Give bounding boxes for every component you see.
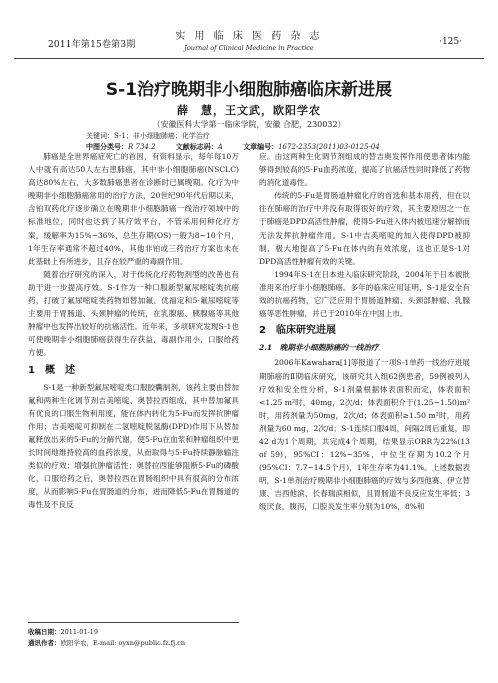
article-number: 文章编号：1672-2353(2011)03-0125-04	[243, 142, 380, 151]
corresponding-author: 通讯作者：欧阳学农，E-mail: oyxn@public.fz.fj.cn	[28, 639, 186, 647]
paragraph: 1994年S-1在日本进入临床研究阶段，2004年于日本被批准用来治疗非小细胞肺癌。多年的临床应用证明，S-1是安全有效的抗癌药物，它广泛应用于胃肠道肿瘤、头颈部肿瘤、乳腺癌等恶性肿瘤，并已于2010年在中国上市。	[259, 269, 470, 319]
paragraph: 应。由这两种生化调节剂组成的替吉奥发挥作用使患者体内能够得到较高的5-Fu血药浓度，提高了抗癌活性同时降低了药物的消化道毒性。	[259, 152, 470, 188]
clc-code: 中图分类号：R 734.2	[86, 142, 156, 151]
journal-name	[14, 27, 484, 52]
journal-name-en: Journal of Clinical Medicine in Practice	[184, 44, 314, 52]
section-heading: 2 临床研究进展	[259, 325, 336, 337]
footnote	[28, 622, 239, 649]
subsection-heading: 2.1 晚期非小细胞肺癌的一线治疗	[259, 343, 379, 353]
received-date: 收稿日期：2011-01-19	[28, 628, 98, 636]
article-title: S-1治疗晚期非小细胞肺癌临床新进展	[105, 80, 393, 100]
document-code: 文献标志码：A	[175, 142, 223, 151]
page-header	[14, 0, 484, 59]
right-column	[259, 150, 470, 514]
paragraph: 传统的5-Fu是胃肠道肿瘤化疗的首选和基本用药，但在以往在肺癌的治疗中并没有取得很好的疗效，其主要原因之一在于肺癌是DPD高活性肿瘤，使得5-Fu进入体内被迅速分解掉而无法发挥抗肿瘤作用。S-1中吉美嘧啶的加入使得DPD被抑制，极大地提高了5-Fu在体内的有效浓度，这也正是S-1对DPD高活性肿瘤有效的关键。	[259, 191, 470, 266]
article-authors: 薛 慧，王文武，欧阳学农	[177, 104, 321, 117]
paragraph: 2006年Kawahara[1]等报道了一项S-1单药一线治疗进展期肺癌的Ⅱ期临床研究，该研究共入组62例患者，59例被列入疗效和安全性分析，S-1剂量根据体表面积而定，体表面积<1.25 m²时，40mg，2次/d；体表面积介于(1.25~1.50)m²时，用药剂量为50mg，2次/d；体表面积≥1.50 m²时，用药剂量为60 mg，2次/d；S-1连续口服4周，间隔2周后重复，即42 d为1个周期，共完成4个周期，结果显示ORR为22%(13 of 59)，95%CI：12%~35%，中位生存期为10.2个月(95%CI：7.7~14.5个月)，1年生存率为41.1%。上述数据表明，S-1单剂治疗晚期非小细胞肺癌的疗效与多西他赛、伊立替康、吉西他滨、长春瑞滨相似，且胃肠道不良反应发生率低；3级厌食，腹泻，口腔炎发生率分别为10%，8%和	[259, 358, 470, 512]
paragraph: 随着治疗研究的深入，对于传统化疗药物剂型的改善也有助于进一步提高疗效。S-1作为一种口服新型氟尿嘧啶类抗癌药，打破了氟尿嘧啶类药物如替加氟、优福定和5-氟尿嘧啶等主要用于胃肠道、头颈肿瘤的传统，在乳腺癌、胰腺癌等其他肿瘤中也发挥出较好的抗癌活性。近年来，多项研究发现S-1也可使晚期非小细胞肺癌获得生存获益，毒副作用小，口服给药方便。	[28, 269, 239, 358]
author-affiliation: （安徽医科大学第一临床学院，安徽 合肥，230032）	[152, 120, 346, 129]
paragraph: 肺癌是全世界癌症死亡的首因，有资料显示，每年每10万人中就有高达50人左右患肺癌，其中非小细胞肺癌(NSCLC)高达80%左右，大多数肺癌患者在诊断时已属晚期。化疗为中晚期非小细胞肺癌常用的治疗方法，20世纪90年代后期以来，含铂双药化疗逐步确立在晚期非小细胞肺癌一线治疗领域中的标准地位，同时也达到了其疗效平台，不管采用何种化疗方案，缓解率为15%~36%，总生存期(OS)一般为8~10个月，1年生存率通常不超过40%，其他非铂或三药治疗方案也未在此基础上有所进步，且存在较严重的毒副作用。	[28, 152, 239, 266]
left-column	[28, 150, 239, 512]
paragraph: S-1是一种新型氟尿嘧啶类口服胶囊制剂，该药主要由替加氟和两种生化调节剂吉美嘧啶、奥替拉西组成，其中替加氟具有优良的口服生物利用度，能在体内转化为5-Fu而发挥抗肿瘤作用；吉美嘧啶可抑制在二氢嘧啶脱氢酶(DPD)作用下从替加氟释放出来的5-Fu的分解代谢，使5-Fu在血浆和肿瘤组织中更长时间地维持较高的血药浓度，从而取得与5-Fu持续静脉输注类似的疗效；增强抗肿瘤活性；奥替拉西能够阻断5-Fu的磷酸化，口服给药之后，奥替拉西在胃肠组织中具有很高的分布浓度，从而影响5-Fu在胃肠道的分布，进而降低5-Fu在胃肠道的毒性及不良反	[28, 382, 239, 510]
section-heading: 1 概 述	[28, 364, 75, 376]
keywords: 关键词：S-1；非小细胞肺癌；化学治疗	[86, 132, 210, 140]
page-number: ·125·	[439, 37, 462, 47]
issue-label: 2011年第15卷第3期	[48, 40, 136, 50]
journal-name-cn: 实 用 临 床 医 药 杂 志	[175, 31, 323, 42]
